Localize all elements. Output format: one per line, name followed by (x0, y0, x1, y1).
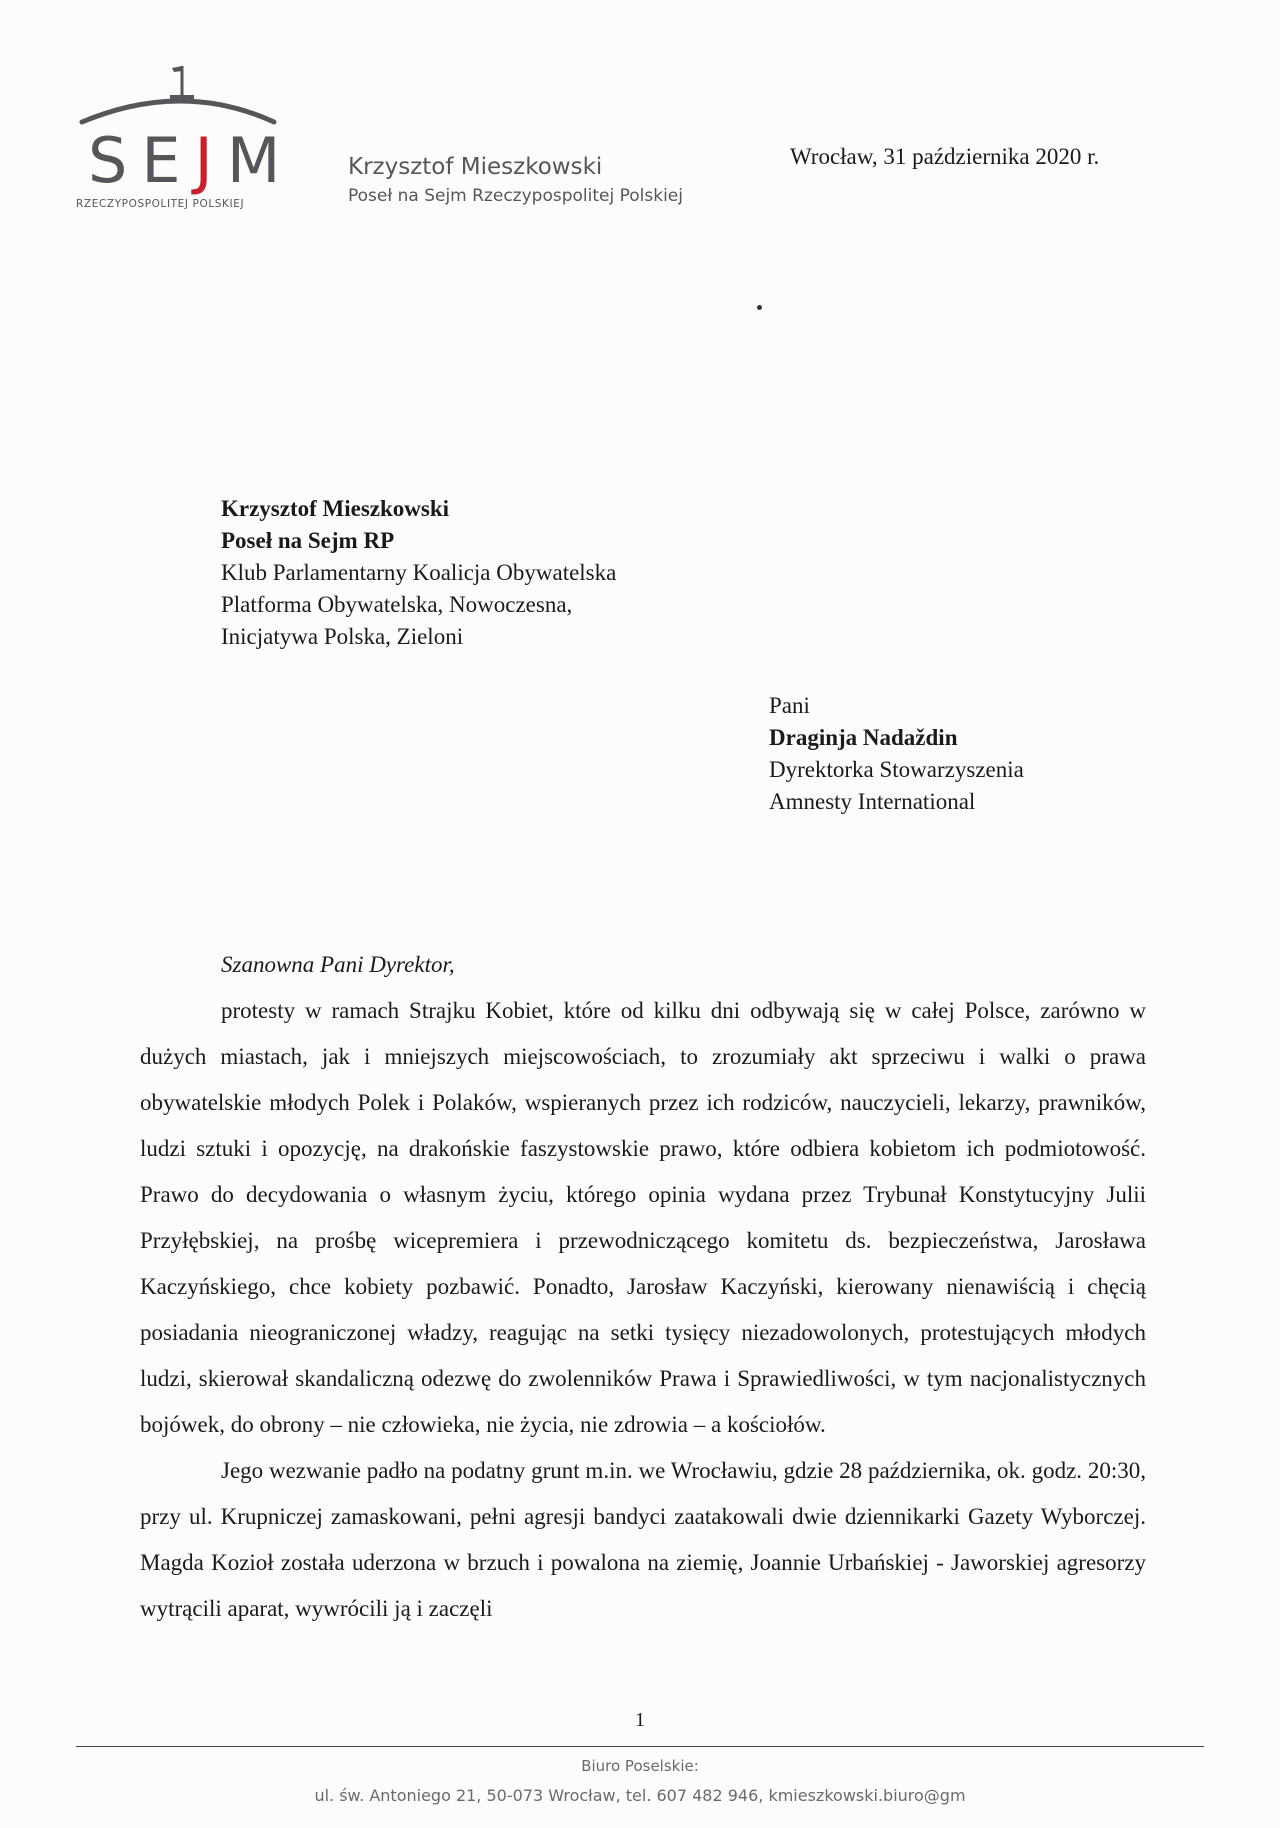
letterhead-sender-role: Poseł na Sejm Rzeczypospolitej Polskiej (348, 186, 683, 206)
letterhead-sender-name: Krzysztof Mieszkowski (348, 154, 603, 180)
sender-address (221, 493, 616, 653)
page-number: 1 (635, 1709, 645, 1731)
recipient-address (769, 690, 1024, 818)
scan-dot (757, 305, 762, 310)
letterhead-sender (348, 152, 683, 210)
letter-salutation: Szanowna Pani Dyrektor, (221, 952, 455, 977)
sender-club-line-2: Platforma Obywatelska, Nowoczesna, (221, 592, 573, 617)
footer-office-label: Biuro Poselskie: (581, 1757, 699, 1775)
sender-name: Krzysztof Mieszkowski (221, 496, 450, 521)
sejm-logo (76, 62, 295, 212)
letter-body (140, 988, 1146, 1632)
letter-date: Wrocław, 31 października 2020 r. (790, 144, 1100, 169)
footer-divider (76, 1746, 1204, 1747)
body-paragraph: protesty w ramach Strajku Kobiet, które od kilku dni odbywają się w całej Polsce, zarówno w dużych miastach, jak i mniejszych miejscowościach, to zrozumiały akt sprzeciwu i walki o prawa obywatelskie młodych Polek i Polaków, wspieranych przez ich rodziców, nauczycieli, lekarzy, prawników, ludzi sztuki i opozycję, na drakońskie faszystowskie prawo, które odbiera kobietom ich podmiotowość. Prawo do decydowania o własnym życiu, którego opinia wydana przez Trybunał Konstytucyjny Julii Przyłębskiej, na prośbę wicepremiera i przewodniczącego komitetu ds. bezpieczeństwa, Jarosława Kaczyńskiego, chce kobiety pozbawić. Ponadto, Jarosław Kaczyński, kierowany nienawiścią i chęcią posiadania nieograniczonej władzy, reagując na setki tysięcy niezadowolonych, protestujących młodych ludzi, skierował skandaliczną odezwę do zwolenników Prawa i Sprawiedliwości, w tym nacjonalistycznych bojówek, do obrony – nie człowieka, nie życia, nie zdrowia – a kościołów. (140, 998, 1146, 1437)
footer-address: ul. św. Antoniego 21, 50-073 Wrocław, tel. 607 482 946, kmieszkowski.biuro@gm (314, 1786, 966, 1805)
sender-title: Poseł na Sejm RP (221, 528, 395, 553)
logo-subtitle: RZECZYPOSPOLITEJ POLSKIEJ (76, 198, 245, 210)
sender-club-line-3: Inicjatywa Polska, Zieloni (221, 624, 464, 649)
recipient-organization: Amnesty International (769, 789, 976, 814)
body-paragraph: Jego wezwanie padło na podatny grunt m.in. we Wrocławiu, gdzie 28 października, ok. godz. 20:30, przy ul. Krupniczej zamaskowani, pełni agresji bandyci zaatakowali dwie dziennikarki Gazety Wyborczej. Magda Kozioł została uderzona w brzuch i powalona na ziemię, Joannie Urbańskiej - Jaworskiej agresorzy wytrącili aparat, wywrócili ją i zaczęli (140, 1458, 1146, 1621)
recipient-honorific: Pani (769, 693, 810, 718)
recipient-name: Draginja Nadaždin (769, 725, 958, 750)
logo-wordmark: SEJM (88, 124, 295, 197)
sender-club-line-1: Klub Parlamentarny Koalicja Obywatelska (221, 560, 617, 585)
recipient-position: Dyrektorka Stowarzyszenia (769, 757, 1024, 782)
